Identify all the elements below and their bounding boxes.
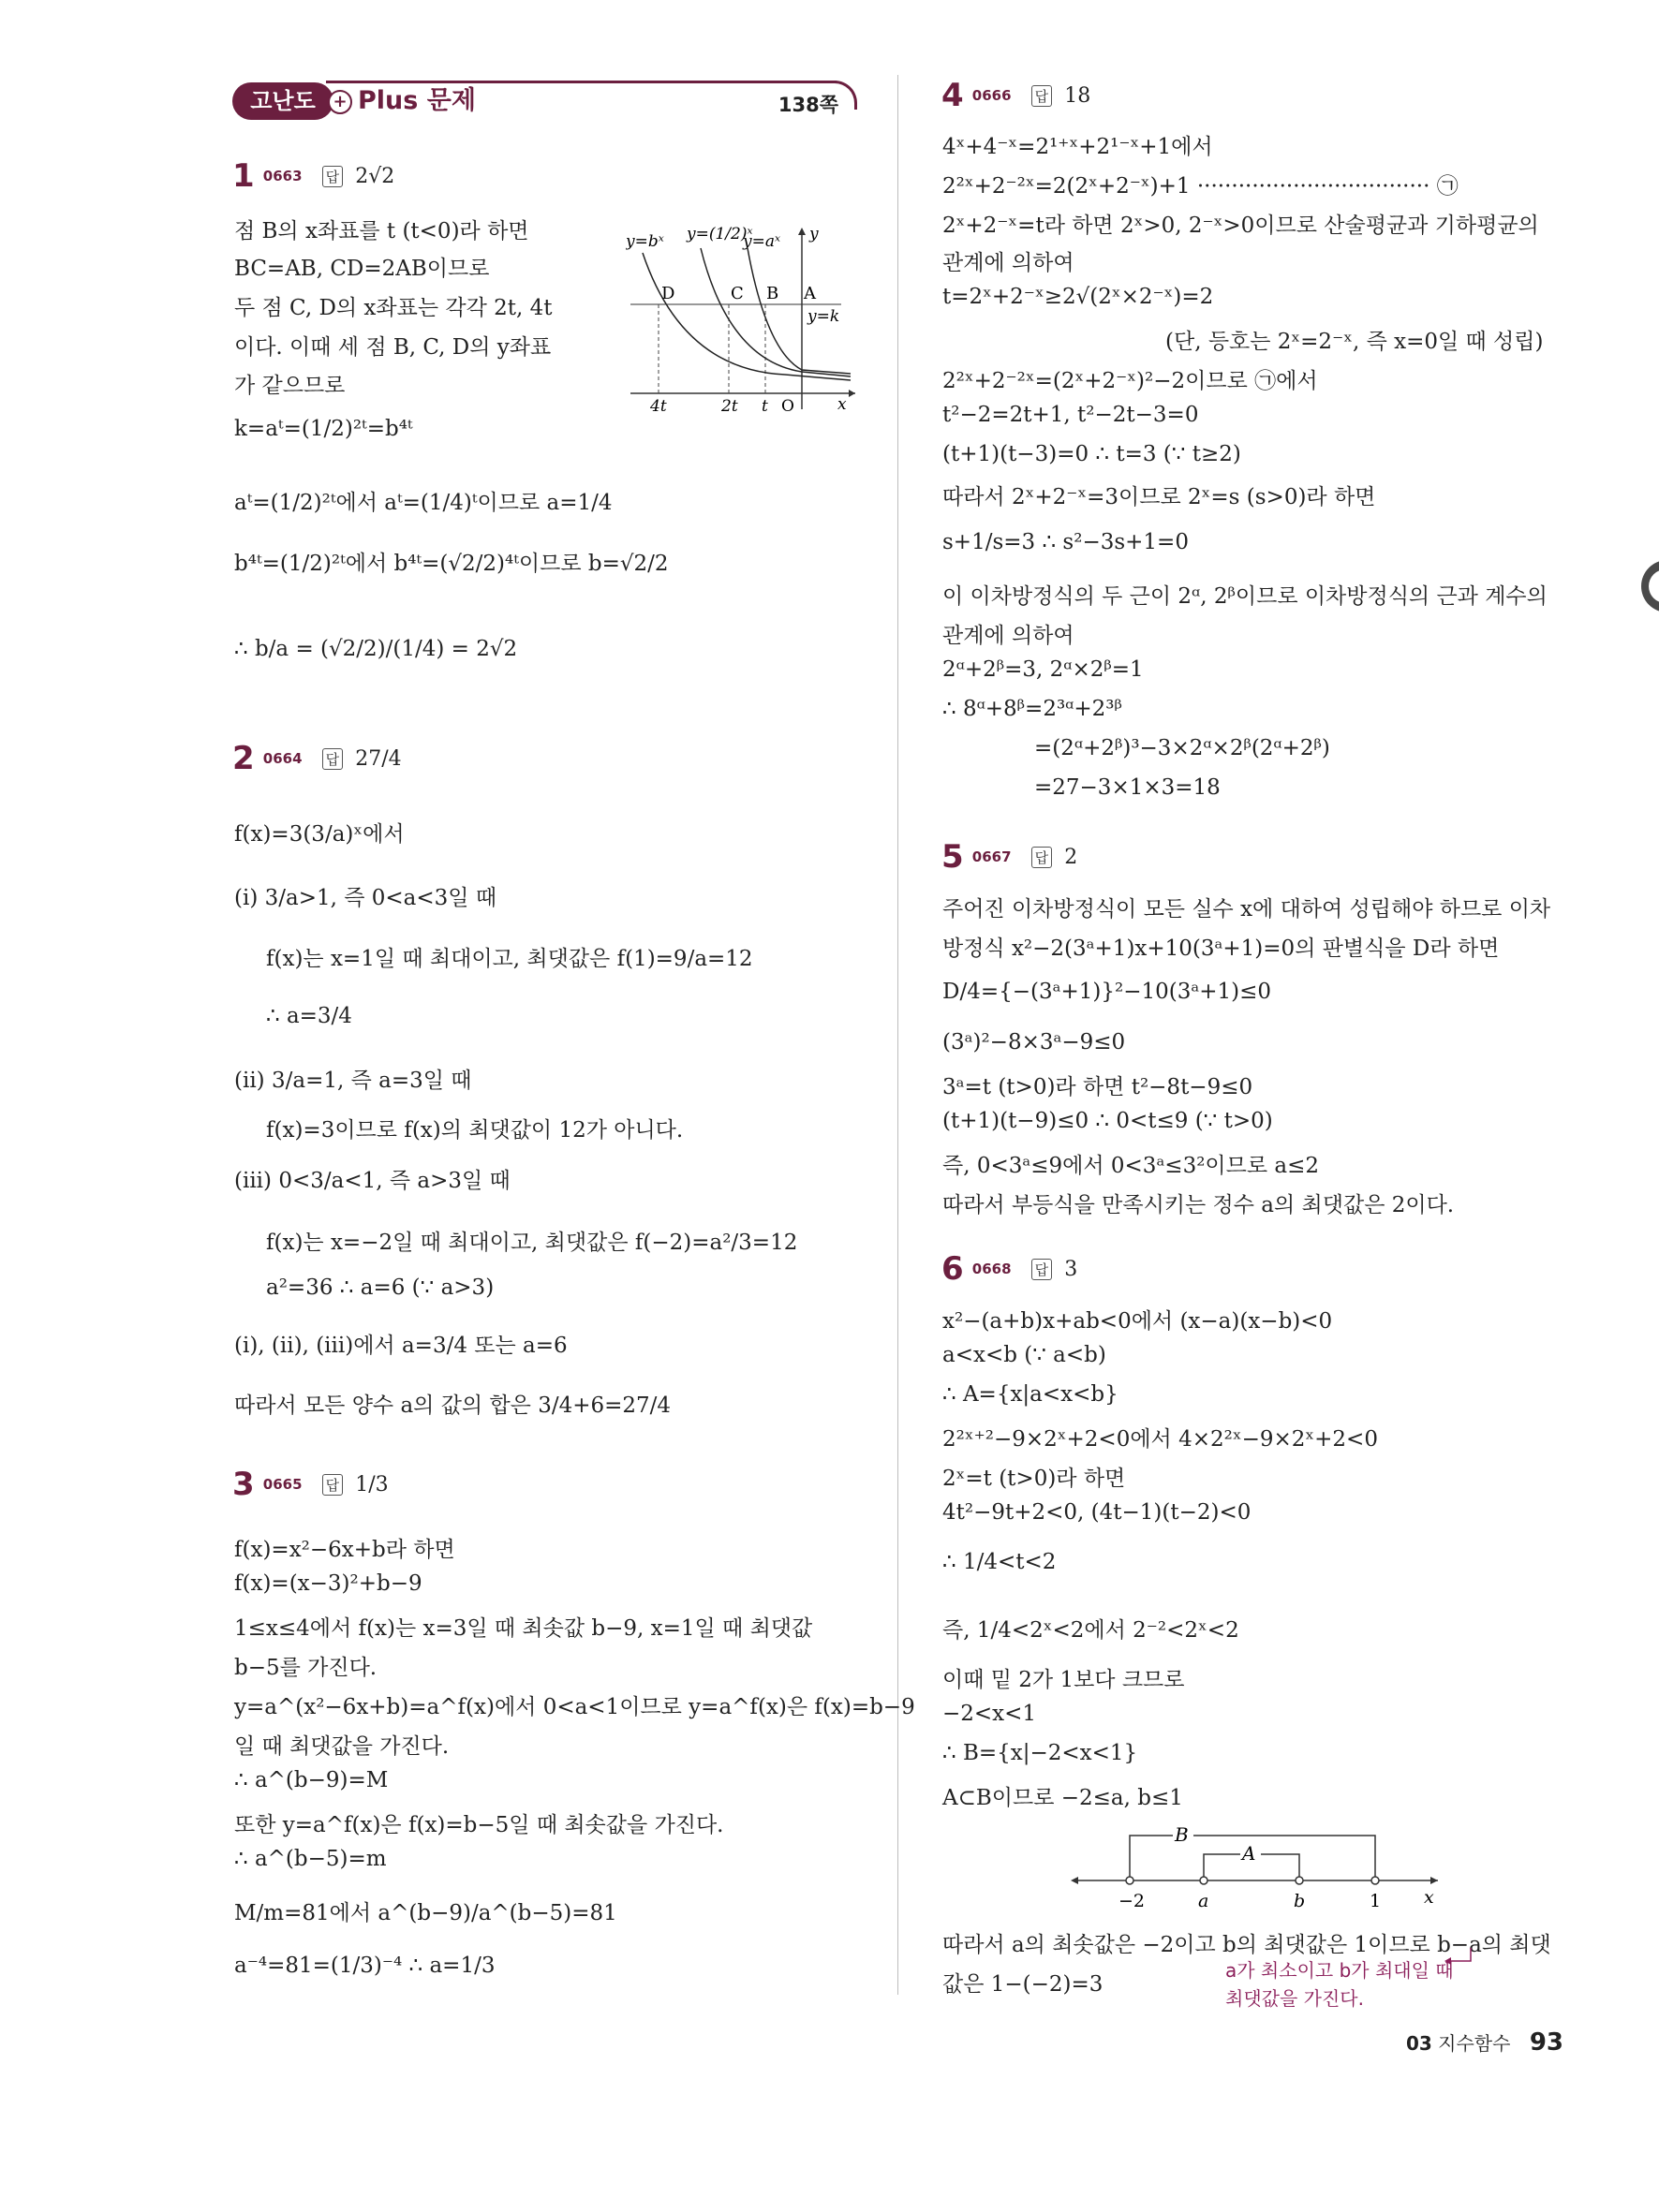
solution-line: ∴ B={x|−2<x<1} <box>942 1741 1138 1765</box>
solution-line: x²−(a+b)x+ab<0에서 (x−a)(x−b)<0 <box>942 1309 1333 1334</box>
solution-line: 점 B의 x좌표를 t (t<0)라 하면 <box>234 219 529 243</box>
solution-line: (i) 3/a>1, 즉 0<a<3일 때 <box>234 886 497 910</box>
problem-4-heading <box>941 77 1090 114</box>
label-t: t <box>762 397 768 412</box>
solution-line: f(x)=3이므로 f(x)의 최댓값이 12가 아니다. <box>266 1118 684 1143</box>
problem-5-heading <box>941 838 1077 876</box>
solution-line: t²−2=2t+1, t²−2t−3=0 <box>942 403 1199 427</box>
solution-line: 따라서 a의 최솟값은 −2이고 b의 최댓값은 1이므로 b−a의 최댓 <box>942 1933 1551 1957</box>
problem-answer: 3 <box>1064 1257 1078 1281</box>
solution-line: b⁴ᵗ=(1/2)²ᵗ에서 b⁴ᵗ=(√2/2)⁴ᵗ이므로 b=√2/2 <box>234 552 669 576</box>
solution-line: t=2ˣ+2⁻ˣ≥2√(2ˣ×2⁻ˣ)=2 <box>942 285 1214 309</box>
label-a: a <box>1198 1891 1209 1911</box>
solution-line: D/4={−(3ᵃ+1)}²−10(3ᵃ+1)≤0 <box>942 980 1272 1004</box>
label-minus-two: −2 <box>1118 1891 1146 1911</box>
label-point-B: B <box>766 284 779 303</box>
label-x: x <box>1424 1887 1434 1908</box>
solution-line: ∴ 8ᵅ+8ᵝ=2³ᵅ+2³ᵝ <box>942 697 1122 721</box>
label-4t: 4t <box>650 397 667 412</box>
page-number: 93 <box>1529 2028 1563 2057</box>
solution-line: 일 때 최댓값을 가진다. <box>234 1734 450 1759</box>
solution-line: 2²ˣ+2⁻²ˣ=(2ˣ+2⁻ˣ)²−2이므로 ㉠에서 <box>942 369 1318 393</box>
solution-line: 관계에 의하여 <box>942 624 1074 648</box>
solution-line: 주어진 이차방정식이 모든 실수 x에 대하여 성립해야 하므로 이차 <box>942 897 1551 922</box>
solution-line: 즉, 0<3ᵃ≤9에서 0<3ᵃ≤3²이므로 a≤2 <box>942 1154 1320 1178</box>
solution-line: a²=36 ∴ a=6 (∵ a>3) <box>266 1276 495 1300</box>
chapter-number: 03 <box>1405 2032 1432 2055</box>
problem-answer: 1/3 <box>355 1472 389 1497</box>
answer-mark: 답 <box>1031 847 1053 868</box>
problem-answer: 27/4 <box>355 746 402 771</box>
label-x-axis: x <box>837 395 847 412</box>
label-point-D: D <box>661 284 675 303</box>
solution-line: ∴ A={x|a<x<b} <box>942 1382 1118 1407</box>
solution-line: 관계에 의하여 <box>942 251 1074 275</box>
problem-number: 2 <box>232 740 255 777</box>
label-ya: y=aˣ <box>743 232 781 251</box>
problem-number: 3 <box>232 1466 255 1503</box>
problem-2-heading <box>232 740 402 777</box>
solution-line: ∴ 1/4<t<2 <box>942 1550 1057 1574</box>
page-reference: 138쪽 <box>778 94 838 116</box>
solution-line: 3ᵃ=t (t>0)라 하면 t²−8t−9≤0 <box>942 1075 1253 1099</box>
label-set-B: B <box>1175 1823 1189 1846</box>
solution-line: 2ᵅ+2ᵝ=3, 2ᵅ×2ᵝ=1 <box>942 657 1144 682</box>
problem-answer: 18 <box>1064 83 1091 108</box>
solution-line: (t+1)(t−9)≤0 ∴ 0<t≤9 (∵ t>0) <box>942 1109 1273 1133</box>
problem-code: 0667 <box>971 848 1012 865</box>
problem-number: 4 <box>941 77 964 114</box>
solution-line: f(x)는 x=−2일 때 최대이고, 최댓값은 f(−2)=a²/3=12 <box>266 1231 798 1255</box>
solution-line: 따라서 모든 양수 a의 값의 합은 3/4+6=27/4 <box>234 1394 672 1418</box>
solution-line: 2²ˣ+2⁻²ˣ=2(2ˣ+2⁻ˣ)+1 ·································· ㉠ <box>942 174 1459 199</box>
solution-line: b−5를 가진다. <box>234 1656 378 1680</box>
label-y-axis: y <box>809 225 819 243</box>
problem-6-heading <box>941 1250 1077 1288</box>
problem-answer: 2 <box>1064 845 1078 869</box>
side-note: 최댓값을 가진다. <box>1225 1987 1364 2010</box>
solution-line: f(x)는 x=1일 때 최대이고, 최댓값은 f(1)=9/a=12 <box>266 947 753 971</box>
solution-line: 두 점 C, D의 x좌표는 각각 2t, 4t <box>234 296 553 320</box>
solution-line: (ii) 3/a=1, 즉 a=3일 때 <box>234 1069 472 1093</box>
problem-number: 5 <box>941 838 964 876</box>
page-footer <box>1406 2028 1563 2057</box>
solution-line: 4t²−9t+2<0, (4t−1)(t−2)<0 <box>942 1500 1252 1525</box>
section-title: Plus 문제 <box>358 86 476 115</box>
solution-line: 이다. 이때 세 점 B, C, D의 y좌표 <box>234 335 552 360</box>
solution-line: 즉, 1/4<2ˣ<2에서 2⁻²<2ˣ<2 <box>942 1618 1239 1643</box>
solution-line: M/m=81에서 a^(b−9)/a^(b−5)=81 <box>234 1901 617 1925</box>
solution-line: BC=AB, CD=2AB이므로 <box>234 257 490 281</box>
problem-3-heading <box>232 1466 389 1503</box>
solution-line: y=a^(x²−6x+b)=a^f(x)에서 0<a<1이므로 y=a^f(x)은 f(x)=b−9 <box>234 1695 915 1719</box>
solution-line: ∴ a=3/4 <box>266 1004 352 1028</box>
problem-code: 0668 <box>971 1261 1012 1277</box>
answer-mark: 답 <box>1031 85 1053 107</box>
solution-line: aᵗ=(1/2)²ᵗ에서 aᵗ=(1/4)ᵗ이므로 a=1/4 <box>234 491 613 515</box>
solution-line: 2ˣ+2⁻ˣ=t라 하면 2ˣ>0, 2⁻ˣ>0이므로 산술평균과 기하평균의 <box>942 214 1539 238</box>
solution-line: k=aᵗ=(1/2)²ᵗ=b⁴ᵗ <box>234 417 413 441</box>
label-2t: 2t <box>721 397 738 412</box>
solution-line: 또한 y=a^f(x)은 f(x)=b−5일 때 최솟값을 가진다. <box>234 1813 724 1837</box>
section-header <box>232 77 855 124</box>
chapter-title: 지수함수 <box>1438 2032 1511 2055</box>
solution-line: (iii) 0<3/a<1, 즉 a>3일 때 <box>234 1169 511 1193</box>
solution-line: (i), (ii), (iii)에서 a=3/4 또는 a=6 <box>234 1334 568 1358</box>
solution-line: a<x<b (∵ a<b) <box>942 1343 1106 1367</box>
solution-line: =(2ᵅ+2ᵝ)³−3×2ᵅ×2ᵝ(2ᵅ+2ᵝ) <box>1034 736 1330 760</box>
plus-icon: + <box>328 90 352 114</box>
solution-line: 이 이차방정식의 두 근이 2ᵅ, 2ᵝ이므로 이차방정식의 근과 계수의 <box>942 584 1548 609</box>
solution-line: −2<x<1 <box>942 1702 1037 1726</box>
problem-code: 0665 <box>262 1476 303 1493</box>
solution-line: ∴ b/a = (√2/2)/(1/4) = 2√2 <box>234 637 518 661</box>
solution-line: (t+1)(t−3)=0 ∴ t=3 (∵ t≥2) <box>942 442 1241 466</box>
label-b: b <box>1294 1891 1306 1911</box>
solution-line: =27−3×1×3=18 <box>1034 775 1221 800</box>
solution-line: 1≤x≤4에서 f(x)는 x=3일 때 최솟값 b−9, x=1일 때 최댓값 <box>234 1616 813 1641</box>
solution-line: (단, 등호는 2ˣ=2⁻ˣ, 즉 x=0일 때 성립) <box>1165 330 1544 354</box>
problem-code: 0666 <box>971 87 1012 104</box>
problem-code: 0663 <box>262 168 303 184</box>
exponential-graph <box>626 211 860 412</box>
problem-1-heading <box>232 157 394 195</box>
answer-mark: 답 <box>1031 1259 1053 1280</box>
problem-answer: 2√2 <box>355 164 395 188</box>
number-line-diagram <box>1068 1817 1443 1920</box>
solution-line: s+1/s=3 ∴ s²−3s+1=0 <box>942 530 1189 554</box>
solution-line: ∴ a^(b−9)=M <box>234 1768 389 1792</box>
label-point-C: C <box>731 284 744 303</box>
solution-line: 값은 1−(−2)=3 <box>942 1972 1104 1997</box>
label-one: 1 <box>1370 1891 1382 1911</box>
difficulty-badge: 고난도 <box>232 82 333 120</box>
answer-mark: 답 <box>322 748 344 770</box>
solution-line: 따라서 2ˣ+2⁻ˣ=3이므로 2ˣ=s (s>0)라 하면 <box>942 485 1376 509</box>
solution-line: 4ˣ+4⁻ˣ=2¹⁺ˣ+2¹⁻ˣ+1에서 <box>942 135 1213 159</box>
solution-line: 2²ˣ⁺²−9×2ˣ+2<0에서 4×2²ˣ−9×2ˣ+2<0 <box>942 1427 1378 1452</box>
problem-code: 0664 <box>262 750 303 767</box>
solution-line: 2ˣ=t (t>0)라 하면 <box>942 1467 1126 1491</box>
problem-number: 6 <box>941 1250 964 1288</box>
label-yk: y=k <box>807 307 840 326</box>
solution-line: f(x)=(x−3)²+b−9 <box>234 1571 422 1596</box>
solution-line: a⁻⁴=81=(1/3)⁻⁴ ∴ a=1/3 <box>234 1954 496 1978</box>
solution-line: f(x)=x²−6x+b라 하면 <box>234 1538 455 1562</box>
solution-line: 가 같으므로 <box>234 374 346 398</box>
label-yhalf: y=(1/2)ˣ <box>687 225 753 243</box>
problem-number: 1 <box>232 157 255 195</box>
solution-line: 이때 밑 2가 1보다 크므로 <box>942 1668 1185 1692</box>
answer-mark: 답 <box>322 166 344 187</box>
solution-line: 따라서 부등식을 만족시키는 정수 a의 최댓값은 2이다. <box>942 1193 1455 1217</box>
solution-line: 방정식 x²−2(3ᵃ+1)x+10(3ᵃ+1)=0의 판별식을 D라 하면 <box>942 936 1500 961</box>
solution-line: A⊂B이므로 −2≤a, b≤1 <box>942 1786 1183 1810</box>
side-note: a가 최소이고 b가 최대일 때 <box>1225 1959 1454 1982</box>
label-set-A: A <box>1242 1842 1256 1865</box>
solution-line: (3ᵃ)²−8×3ᵃ−9≤0 <box>942 1030 1126 1054</box>
solution-line: f(x)=3(3/a)ˣ에서 <box>234 822 405 847</box>
label-point-A: A <box>804 284 816 303</box>
solution-line: ∴ a^(b−5)=m <box>234 1847 387 1871</box>
label-origin: O <box>781 397 794 412</box>
label-yb: y=bˣ <box>626 232 664 251</box>
answer-mark: 답 <box>322 1474 344 1496</box>
